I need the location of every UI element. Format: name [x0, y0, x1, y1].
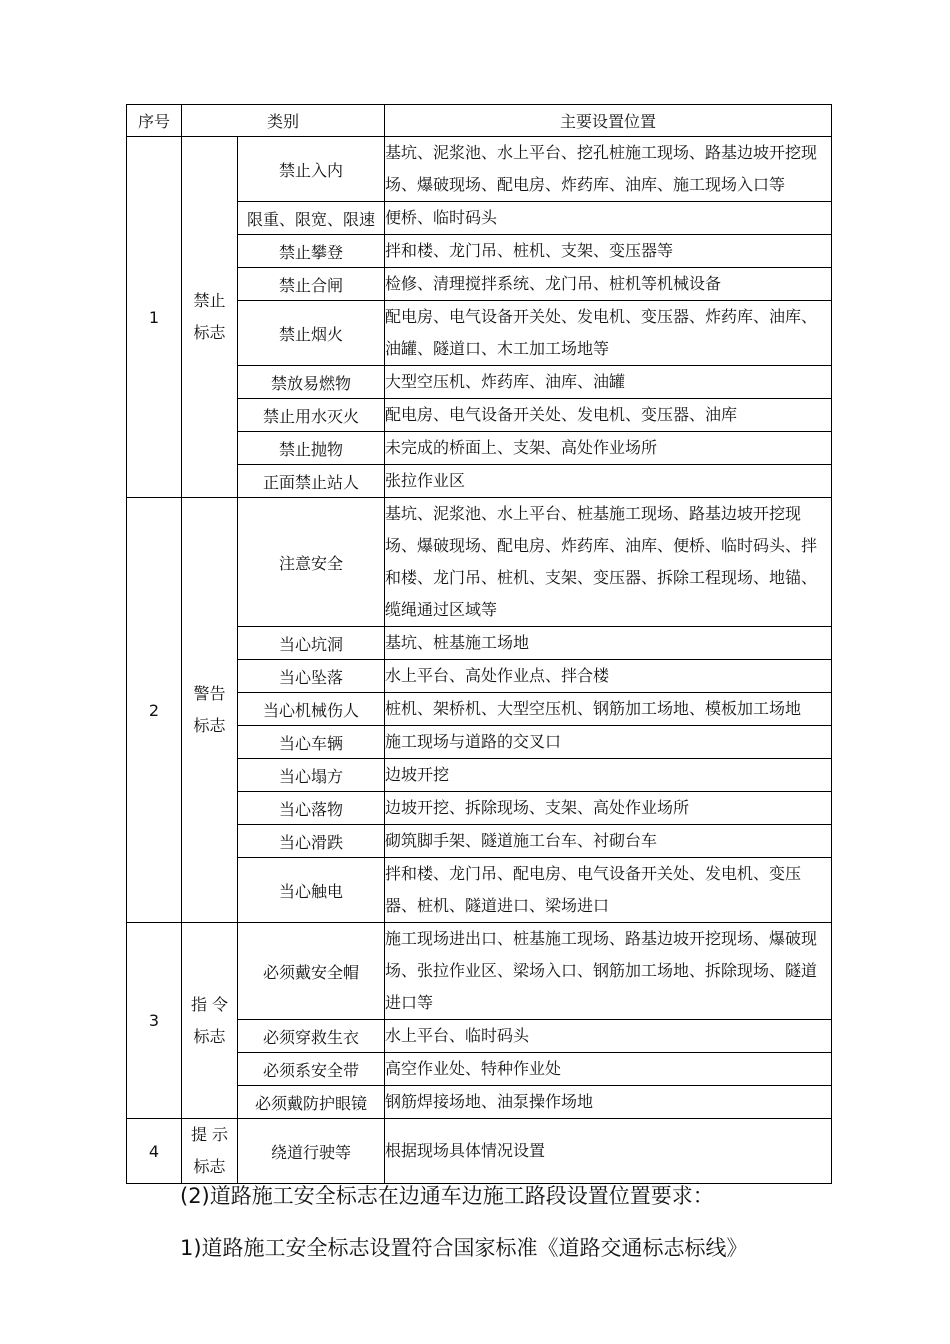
sign-location: 水上平台、临时码头	[385, 1020, 832, 1053]
table-row	[127, 1119, 832, 1184]
group-category-line2: 标志	[193, 1026, 226, 1046]
sign-location: 配电房、电气设备开关处、发电机、变压器、油库	[385, 399, 832, 432]
table-header-row	[127, 105, 832, 137]
sign-type: 禁放易燃物	[238, 366, 385, 399]
table-row	[127, 498, 832, 627]
sign-type: 当心塌方	[238, 759, 385, 792]
sign-location: 未完成的桥面上、支架、高处作业场所	[385, 432, 832, 465]
sign-type: 必须穿救生衣	[238, 1020, 385, 1053]
sign-type: 当心车辆	[238, 726, 385, 759]
sign-location: 边坡开挖、拆除现场、支架、高处作业场所	[385, 792, 832, 825]
group-category	[182, 137, 238, 498]
sign-location: 施工现场与道路的交叉口	[385, 726, 832, 759]
sign-type: 限重、限宽、限速	[238, 202, 385, 235]
header-no: 序号	[127, 105, 182, 137]
group-number: 1	[127, 137, 182, 498]
group-category-line1: 警告	[193, 684, 226, 703]
group-category-line2: 标志	[193, 323, 226, 342]
sign-location: 根据现场具体情况设置	[385, 1119, 832, 1184]
sign-location: 施工现场进出口、桩基施工现场、路基边坡开挖现场、爆破现场、张拉作业区、梁场入口、钢筋加工场地、拆除现场、隧道进口等	[385, 923, 832, 1020]
sign-location: 便桥、临时码头	[385, 202, 832, 235]
sign-location: 基坑、桩基施工场地	[385, 627, 832, 660]
sign-type: 必须戴防护眼镜	[238, 1086, 385, 1119]
group-category-line1: 禁止	[193, 291, 226, 310]
section-heading-2: (2)道路施工安全标志在边通车边施工路段设置位置要求：	[180, 1184, 714, 1208]
sign-location: 配电房、电气设备开关处、发电机、变压器、炸药库、油库、油罐、隧道口、木工加工场地等	[385, 301, 832, 366]
sign-type: 当心机械伤人	[238, 693, 385, 726]
header-location: 主要设置位置	[385, 105, 832, 137]
sign-location: 基坑、泥浆池、水上平台、桩基施工现场、路基边坡开挖现场、爆破现场、配电房、炸药库、油库、便桥、临时码头、拌和楼、龙门吊、桩机、支架、变压器、拆除工程现场、地锚、缆绳通过区域等	[385, 498, 832, 627]
sign-type: 必须系安全带	[238, 1053, 385, 1086]
group-category	[182, 923, 238, 1119]
sign-location: 张拉作业区	[385, 465, 832, 498]
header-category: 类别	[182, 105, 385, 137]
sign-location: 砌筑脚手架、隧道施工台车、衬砌台车	[385, 825, 832, 858]
sign-type: 绕道行驶等	[238, 1119, 385, 1184]
group-number: 4	[127, 1119, 182, 1184]
sign-type: 当心触电	[238, 858, 385, 923]
sign-location: 拌和楼、龙门吊、桩机、支架、变压器等	[385, 235, 832, 268]
sign-type: 当心坠落	[238, 660, 385, 693]
sign-location: 拌和楼、龙门吊、配电房、电气设备开关处、发电机、变压器、桩机、隧道进口、梁场进口	[385, 858, 832, 923]
safety-sign-table	[126, 104, 832, 1184]
sign-type: 禁止入内	[238, 137, 385, 202]
group-category	[182, 498, 238, 923]
sign-type: 当心滑跌	[238, 825, 385, 858]
group-category-line1: 指 令	[190, 994, 229, 1014]
table-row	[127, 923, 832, 1020]
sign-type: 禁止抛物	[238, 432, 385, 465]
group-category-line2: 标志	[193, 1157, 226, 1176]
sign-location: 大型空压机、炸药库、油库、油罐	[385, 366, 832, 399]
sign-location: 桩机、架桥机、大型空压机、钢筋加工场地、模板加工场地	[385, 693, 832, 726]
sign-type: 禁止用水灭火	[238, 399, 385, 432]
table-body	[127, 105, 832, 1184]
sign-location: 高空作业处、特种作业处	[385, 1053, 832, 1086]
group-number: 3	[127, 923, 182, 1119]
sign-type: 禁止合闸	[238, 268, 385, 301]
group-category	[182, 1119, 238, 1184]
group-number: 2	[127, 498, 182, 923]
sign-type: 注意安全	[238, 498, 385, 627]
group-category-line1: 提 示	[190, 1125, 229, 1144]
sign-type: 当心落物	[238, 792, 385, 825]
sign-location: 钢筋焊接场地、油泵操作场地	[385, 1086, 832, 1119]
sign-location: 检修、清理搅拌系统、龙门吊、桩机等机械设备	[385, 268, 832, 301]
sign-type: 必须戴安全帽	[238, 923, 385, 1020]
sign-location: 水上平台、高处作业点、拌合楼	[385, 660, 832, 693]
sign-type: 禁止烟火	[238, 301, 385, 366]
sign-type: 正面禁止站人	[238, 465, 385, 498]
sign-type: 当心坑洞	[238, 627, 385, 660]
paragraph-standard: 1)道路施工安全标志设置符合国家标准《道路交通标志标线》	[180, 1236, 748, 1260]
sign-location: 边坡开挖	[385, 759, 832, 792]
table-row	[127, 137, 832, 202]
sign-location: 基坑、泥浆池、水上平台、挖孔桩施工现场、路基边坡开挖现场、爆破现场、配电房、炸药库、油库、施工现场入口等	[385, 137, 832, 202]
sign-type: 禁止攀登	[238, 235, 385, 268]
group-category-line2: 标志	[193, 716, 226, 735]
